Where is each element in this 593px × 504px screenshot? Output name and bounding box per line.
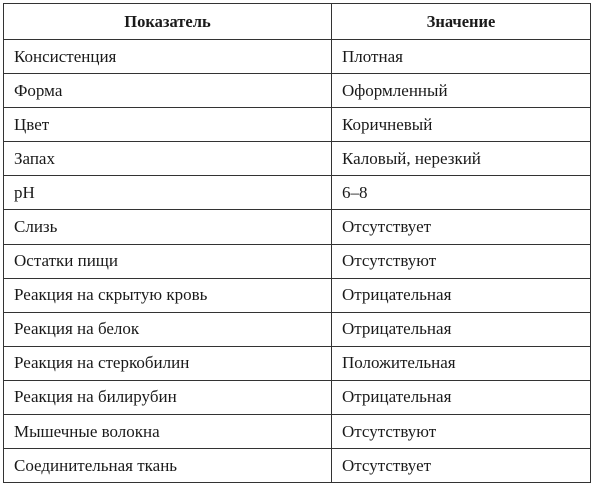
table-row [4, 449, 591, 483]
value-cell: Отсутствуют [332, 244, 591, 278]
table-row [4, 74, 591, 108]
indicator-cell: Соединительная ткань [4, 449, 332, 483]
table-row [4, 108, 591, 142]
value-cell: Плотная [332, 40, 591, 74]
value-cell: Отсутствует [332, 449, 591, 483]
value-cell: Оформленный [332, 74, 591, 108]
value-cell: Отсутствует [332, 210, 591, 244]
value-cell: Коричневый [332, 108, 591, 142]
indicator-cell: Слизь [4, 210, 332, 244]
indicator-cell: pH [4, 176, 332, 210]
indicator-cell: Реакция на стеркобилин [4, 346, 332, 380]
value-cell: Отрицательная [332, 278, 591, 312]
table-row [4, 210, 591, 244]
table-row [4, 278, 591, 312]
value-cell: Отрицательная [332, 312, 591, 346]
table-row [4, 380, 591, 414]
value-cell: 6–8 [332, 176, 591, 210]
table-body [4, 40, 591, 483]
indicator-cell: Цвет [4, 108, 332, 142]
table-row [4, 244, 591, 278]
column-header-value: Значение [332, 4, 591, 40]
indicator-cell: Реакция на билирубин [4, 380, 332, 414]
table-row [4, 176, 591, 210]
indicator-cell: Консистенция [4, 40, 332, 74]
indicator-cell: Форма [4, 74, 332, 108]
indicator-cell: Мышечные волокна [4, 415, 332, 449]
indicator-cell: Реакция на скрытую кровь [4, 278, 332, 312]
table-row [4, 415, 591, 449]
value-cell: Отсутствуют [332, 415, 591, 449]
table-row [4, 142, 591, 176]
table-header-row [4, 4, 591, 40]
indicator-cell: Реакция на белок [4, 312, 332, 346]
indicator-cell: Остатки пищи [4, 244, 332, 278]
column-header-indicator: Показатель [4, 4, 332, 40]
table-row [4, 312, 591, 346]
value-cell: Отрицательная [332, 380, 591, 414]
value-cell: Положительная [332, 346, 591, 380]
table-row [4, 346, 591, 380]
value-cell: Каловый, нерезкий [332, 142, 591, 176]
data-table-container [3, 3, 590, 483]
data-table [3, 3, 591, 483]
indicator-cell: Запах [4, 142, 332, 176]
table-row [4, 40, 591, 74]
